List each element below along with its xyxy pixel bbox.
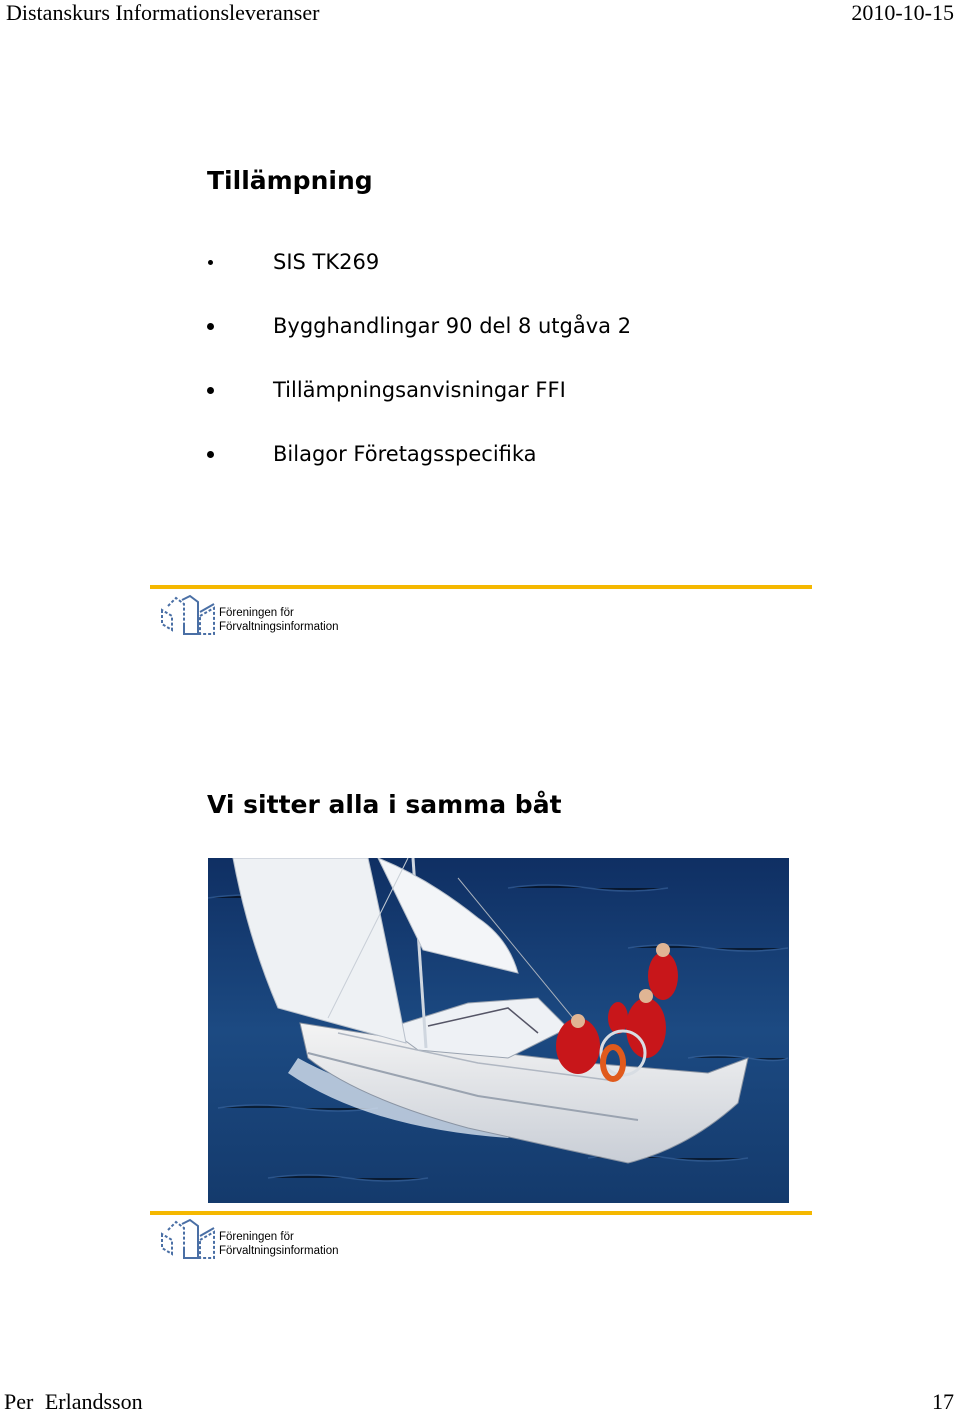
logo-label	[219, 606, 339, 634]
page-number: 17	[932, 1389, 954, 1414]
bullet-icon	[207, 387, 214, 394]
document-header-title: Distanskurs Informationsleveranser	[6, 0, 320, 25]
ffi-logo-icon	[160, 1218, 216, 1260]
logo-label	[219, 1230, 339, 1258]
bullet-item	[207, 374, 631, 438]
bullet-icon	[207, 323, 214, 330]
document-footer-author: Per Erlandsson	[4, 1389, 143, 1414]
document-header-date: 2010-10-15	[851, 0, 954, 25]
bullet-text: Tillämpningsanvisningar FFI	[273, 378, 566, 402]
slide-title: Tillämpning	[207, 166, 373, 195]
bullet-text: SIS TK269	[273, 250, 380, 274]
logo-line-2: Förvaltningsinformation	[219, 621, 339, 633]
bullet-list	[207, 246, 631, 502]
slide-title: Vi sitter alla i samma båt	[207, 790, 562, 819]
bullet-text: Bygghandlingar 90 del 8 utgåva 2	[273, 314, 632, 338]
slide-footer-rule	[150, 1211, 812, 1215]
sailboat-photo	[208, 858, 789, 1203]
slide-footer-rule	[150, 585, 812, 589]
bullet-item	[207, 246, 631, 310]
bullet-item	[207, 438, 631, 502]
logo-line-1: Föreningen för	[219, 1231, 294, 1243]
bullet-icon	[207, 451, 214, 458]
bullet-icon	[208, 260, 213, 265]
bullet-item	[207, 310, 631, 374]
bullet-text: Bilagor Företagsspecifika	[273, 442, 537, 466]
logo-line-2: Förvaltningsinformation	[219, 1245, 339, 1257]
logo-line-1: Föreningen för	[219, 607, 294, 619]
ffi-logo-icon	[160, 594, 216, 636]
